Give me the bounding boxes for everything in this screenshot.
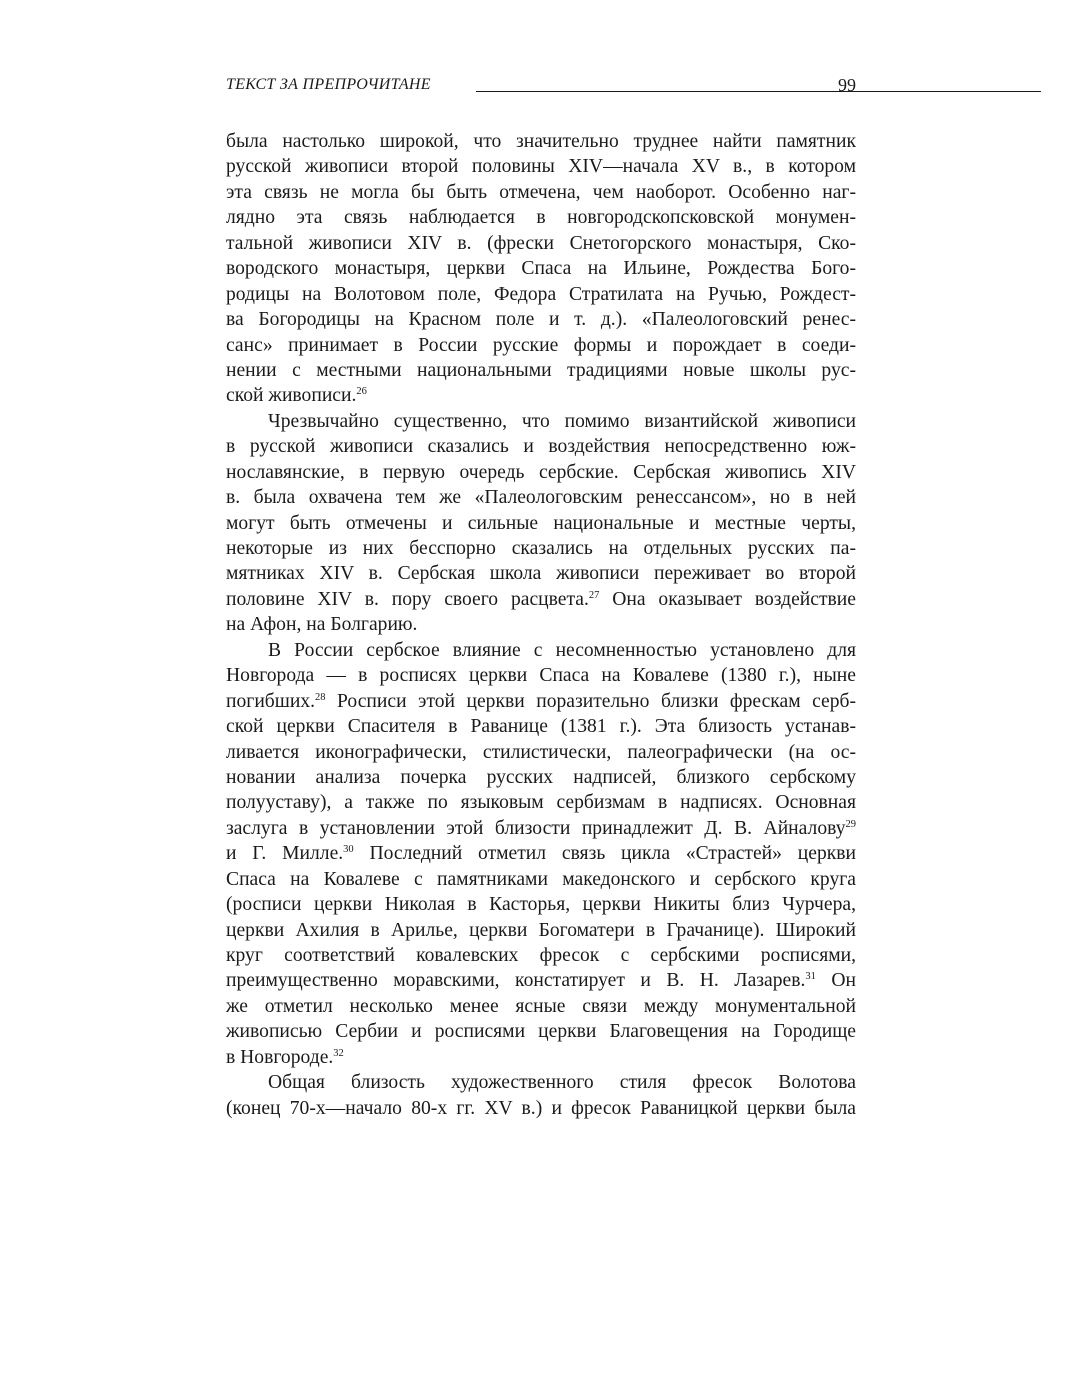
- text-line: в Новгороде.$^{32}$: [226, 1046, 344, 1068]
- text-line: русской живописи второй половины XIV—начала XV в., в котором: [226, 156, 856, 178]
- footnote-ref: 31: [805, 971, 816, 983]
- text-line: ва Богородицы на Красном поле и т. д.). «Палеологовский ренес-: [226, 309, 856, 331]
- text-line: Новгорода — в росписях церкви Спаса на Ковалеве (1380 г.), ныне: [226, 665, 856, 687]
- text-line: круг соответствий ковалевских фресок с сербскими росписями,: [226, 945, 856, 966]
- footnote-ref: 27: [588, 589, 600, 601]
- text-line: полууставу), а также по языковым сербизмам в надписях. Основная: [226, 792, 856, 814]
- text-line: (росписи церкви Николая в Касторья, церкви Никиты близ Чурчера,: [226, 894, 856, 916]
- footnote-ref: 29: [845, 818, 856, 830]
- text-line: В России сербское влияние с несомненностью установлено для: [268, 639, 856, 661]
- running-head-rule: [476, 91, 1041, 92]
- text-line: же отметил несколько менее ясные связи между монументальной: [226, 995, 856, 1017]
- text-line: санс» принимает в России русские формы и порождает в соеди-: [226, 334, 856, 356]
- text-line: Спаса на Ковалеве с памятниками македонского и сербского круга: [226, 868, 856, 890]
- text-line: ской церкви Спасителя в Раванице (1381 г.). Эта близость устанав-: [226, 716, 856, 738]
- text-line: вородского монастыря, церкви Спаса на Ильине, Рождества Бого-: [226, 258, 856, 280]
- text-line: некоторые из них бесспорно сказались на отдельных русских па-: [226, 538, 856, 559]
- text-line: ской живописи.$^{26}$: [226, 385, 367, 407]
- footnote-ref: 30: [343, 844, 354, 856]
- text-line: мятниках XIV в. Сербская школа живописи переживает во второй: [226, 563, 856, 585]
- body-text: [226, 129, 856, 1121]
- text-line: в. была охвачена тем же «Палеологовским ренессансом», но в ней: [226, 487, 856, 509]
- text-line: заслуга в установлении этой близости принадлежит Д. В. Айналову$^{29}$: [226, 817, 856, 839]
- text-line: могут быть отмечены и сильные национальные и местные черты,: [226, 512, 856, 534]
- text-line: и Г. Милле.$^{30}$ Последний отметил связь цикла «Страстей» церкви: [226, 843, 856, 865]
- text-line: церкви Ахилия в Арилье, церкви Богоматери в Грачанице). Широкий: [226, 919, 856, 941]
- text-line: родицы на Волотовом поле, Федора Стратилата на Ручью, Рождест-: [226, 283, 856, 305]
- text-line: Общая близость художественного стиля фресок Волотова: [268, 1072, 856, 1094]
- text-line: была настолько широкой, что значительно труднее найти памятник: [226, 131, 856, 152]
- text-line: лядно эта связь наблюдается в новгородскопсковской монумен-: [226, 207, 856, 229]
- text-line: (конец 70-х—начало 80-х гг. XV в.) и фресок Раваницкой церкви была: [226, 1097, 856, 1119]
- page-number: 99: [838, 75, 856, 95]
- text-line: нославянские, в первую очередь сербские. Сербская живопись XIV: [226, 461, 856, 483]
- text-line: половине XIV в. пору своего расцвета.$^{27}$ Она оказывает воздействие: [226, 588, 856, 610]
- text-line: новании анализа почерка русских надписей, близкого сербскому: [226, 766, 856, 788]
- text-line: живописью Сербии и росписями церкви Благовещения на Городище: [226, 1021, 856, 1043]
- running-head-title: ТЕКСТ ЗА ПРЕПРОЧИТАНЕ: [226, 76, 431, 93]
- text-line: погибших.$^{28}$ Росписи этой церкви поразительно близки фрескам серб-: [226, 690, 856, 712]
- footnote-ref: 32: [333, 1047, 344, 1059]
- footnote-ref: 28: [315, 691, 326, 703]
- footnote-ref: 26: [356, 386, 367, 398]
- text-line: преимущественно моравскими, констатирует и В. Н. Лазарев.$^{31}$ Он: [226, 970, 856, 992]
- text-line: на Афон, на Болгарию.: [226, 614, 418, 636]
- running-head: [226, 74, 856, 102]
- text-line: нении с местными национальными традициями новые школы рус-: [226, 359, 856, 381]
- text-line: ливается иконографически, стилистически, палеографически (на ос-: [226, 741, 856, 763]
- text-line: Чрезвычайно существенно, что помимо византийской живописи: [268, 410, 856, 432]
- text-line: тальной живописи XIV в. (фрески Снетогорского монастыря, Ско-: [226, 232, 856, 254]
- text-line: в русской живописи сказались и воздействия непосредственно юж-: [226, 436, 856, 458]
- text-line: эта связь не могла бы быть отмечена, чем наоборот. Особенно наг-: [226, 181, 856, 203]
